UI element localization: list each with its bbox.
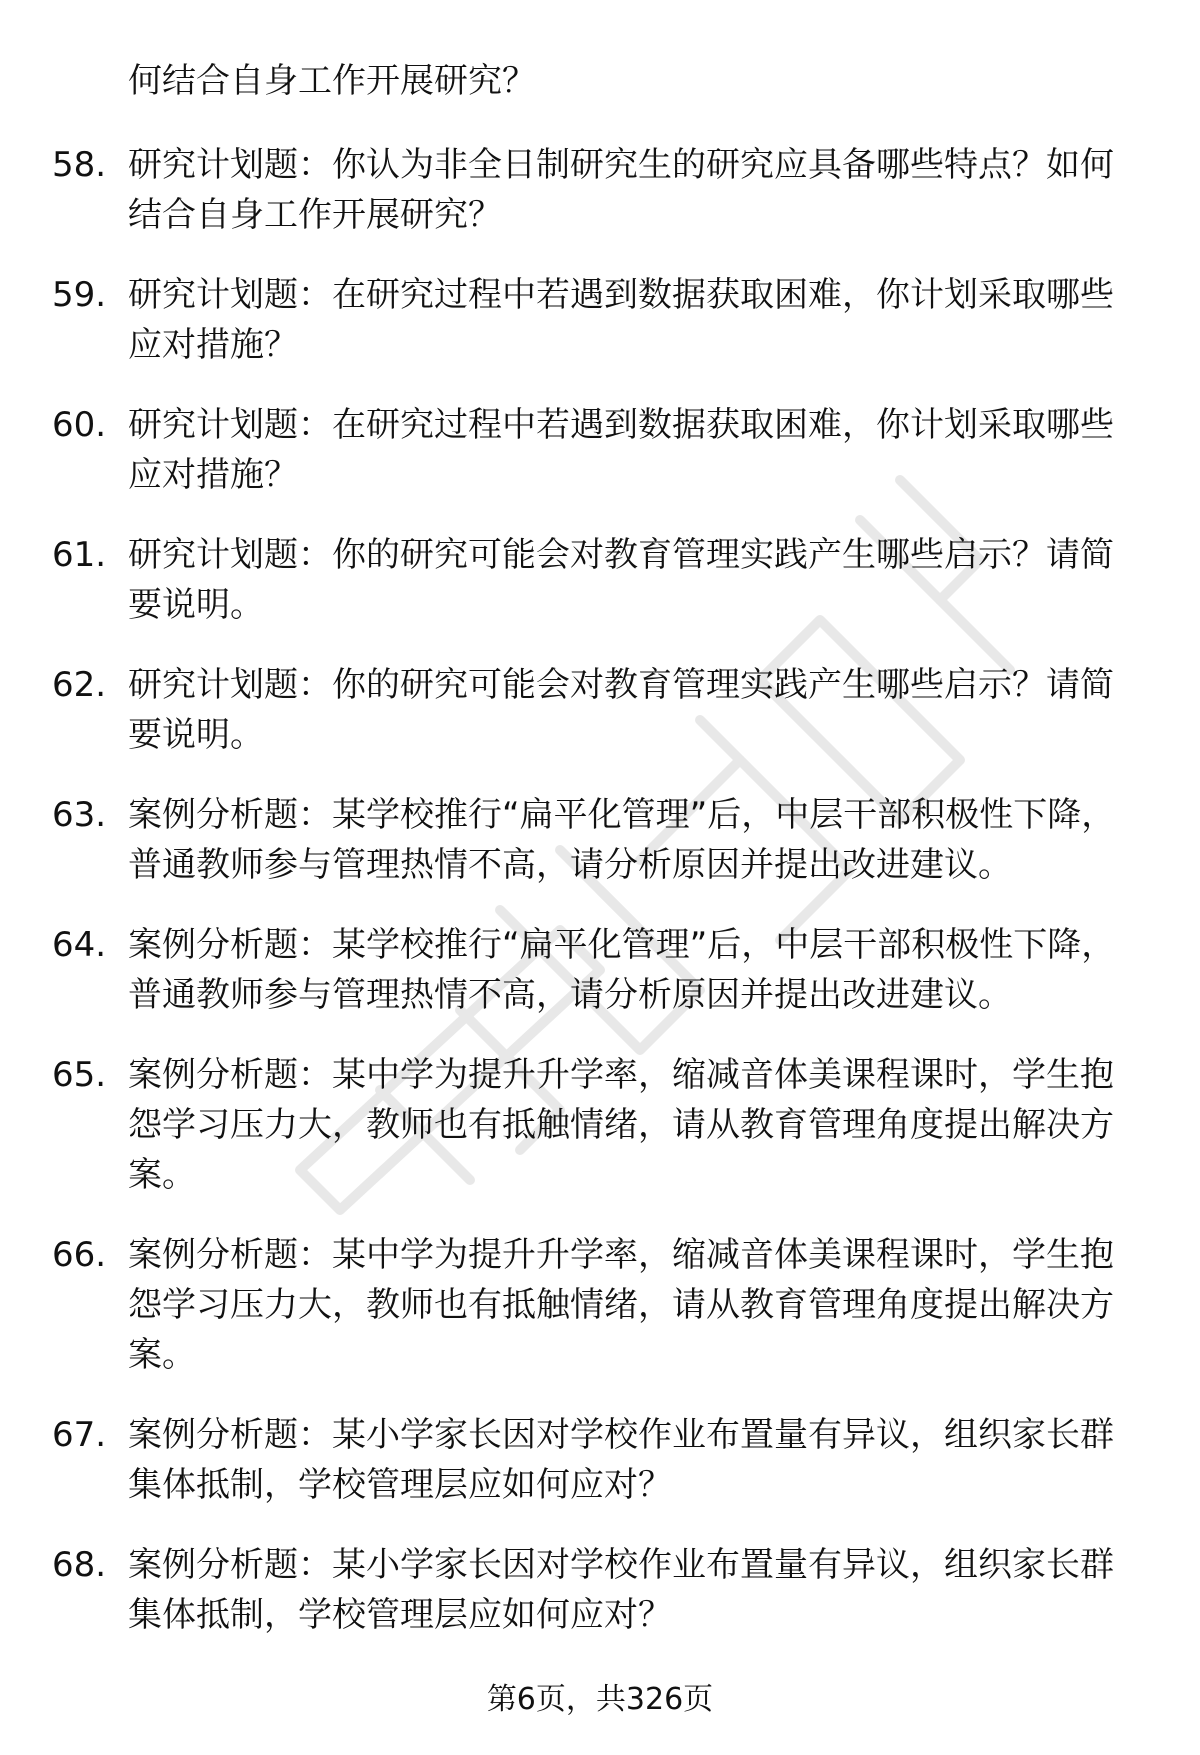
question-number: 65. xyxy=(52,1055,107,1095)
question-item xyxy=(0,790,1200,890)
question-number: 67. xyxy=(52,1415,107,1455)
question-text: 案例分析题：某小学家长因对学校作业布置量有异议，组织家长群集体抵制，学校管理层应如何应对？ xyxy=(128,1545,1114,1635)
question-item xyxy=(0,270,1200,370)
question-item xyxy=(0,1050,1200,1200)
question-number: 64. xyxy=(52,925,107,965)
question-text: 研究计划题：你的研究可能会对教育管理实践产生哪些启示？请简要说明。 xyxy=(128,665,1114,755)
question-number: 60. xyxy=(52,405,107,445)
question-text: 案例分析题：某学校推行“扁平化管理”后，中层干部积极性下降，普通教师参与管理热情不高，请分析原因并提出改进建议。 xyxy=(128,925,1116,1015)
question-text: 研究计划题：你认为非全日制研究生的研究应具备哪些特点？如何结合自身工作开展研究？ xyxy=(128,145,1114,235)
question-number: 61. xyxy=(52,535,107,575)
question-item xyxy=(0,1540,1200,1640)
question-text: 案例分析题：某小学家长因对学校作业布置量有异议，组织家长群集体抵制，学校管理层应如何应对？ xyxy=(128,1415,1114,1505)
question-item xyxy=(0,660,1200,760)
question-number: 66. xyxy=(52,1235,107,1275)
question-number: 58. xyxy=(52,145,107,185)
question-item xyxy=(0,920,1200,1020)
question-item xyxy=(0,1410,1200,1510)
question-text: 案例分析题：某中学为提升升学率，缩减音体美课程课时，学生抱怨学习压力大，教师也有抵触情绪，请从教育管理角度提出解决方案。 xyxy=(128,1235,1114,1375)
question-text: 研究计划题：在研究过程中若遇到数据获取困难，你计划采取哪些应对措施？ xyxy=(128,275,1114,365)
page-footer: 第6页，共326页 xyxy=(486,1682,714,1717)
question-text: 研究计划题：你的研究可能会对教育管理实践产生哪些启示？请简要说明。 xyxy=(128,535,1114,625)
question-text: 案例分析题：某中学为提升升学率，缩减音体美课程课时，学生抱怨学习压力大，教师也有抵触情绪，请从教育管理角度提出解决方案。 xyxy=(128,1055,1114,1195)
question-item xyxy=(0,140,1200,240)
question-list xyxy=(0,140,1200,1670)
question-number: 63. xyxy=(52,795,107,835)
question-number: 62. xyxy=(52,665,107,705)
question-continuation-text: 何结合自身工作开展研究？ xyxy=(128,61,536,101)
question-number: 59. xyxy=(52,275,107,315)
question-item xyxy=(0,400,1200,500)
question-number: 68. xyxy=(52,1545,107,1585)
question-text: 案例分析题：某学校推行“扁平化管理”后，中层干部积极性下降，普通教师参与管理热情不高，请分析原因并提出改进建议。 xyxy=(128,795,1116,885)
question-item xyxy=(0,530,1200,630)
question-text: 研究计划题：在研究过程中若遇到数据获取困难，你计划采取哪些应对措施？ xyxy=(128,405,1114,495)
question-item xyxy=(0,1230,1200,1380)
